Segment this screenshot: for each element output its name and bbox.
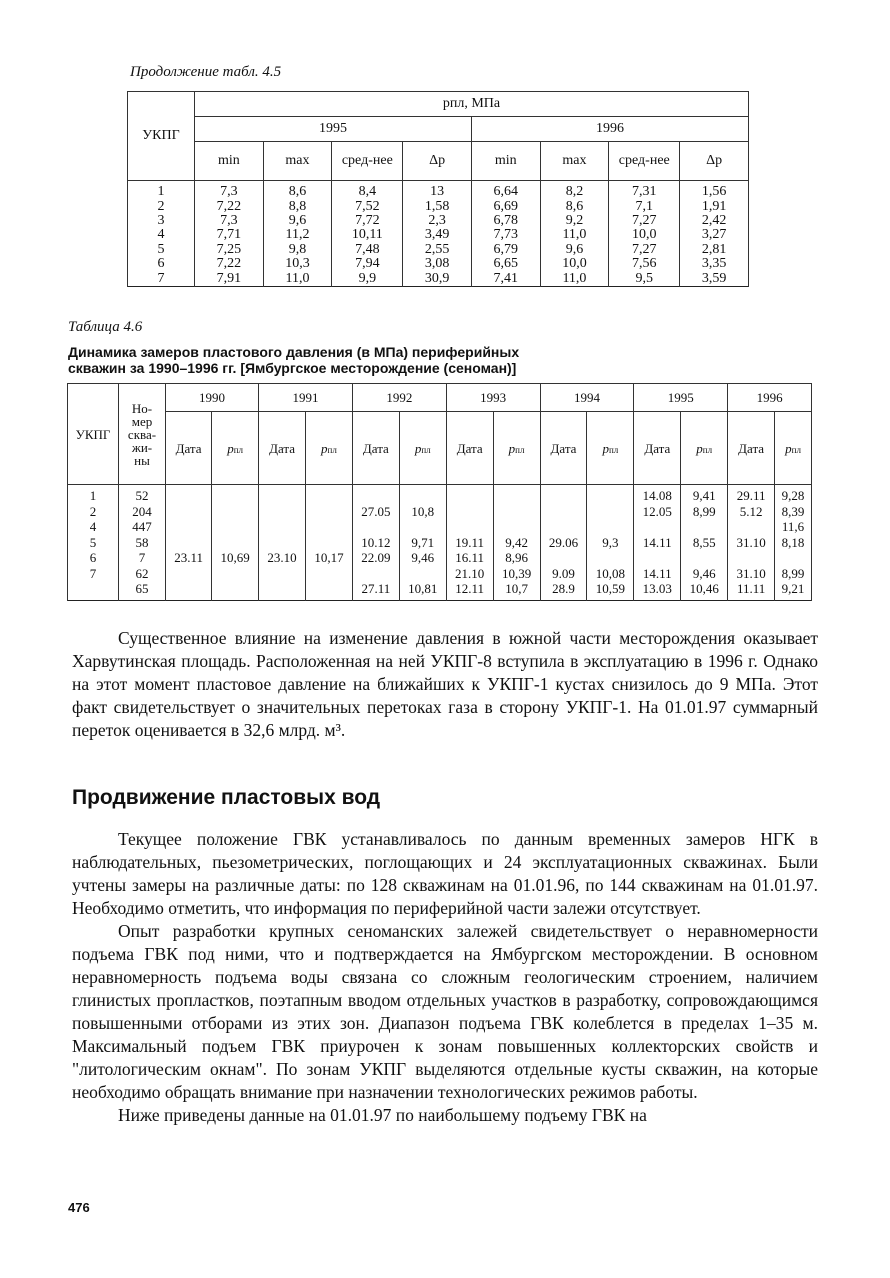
column-header-date: Дата (446, 412, 493, 485)
pressure-symbol: p (414, 440, 422, 456)
table-row (68, 535, 812, 551)
table-cell: 10,8 (399, 504, 446, 520)
table-cell: 7,22 (195, 257, 264, 271)
table-cell: 28.9 (540, 581, 587, 600)
table-cell (166, 535, 212, 551)
paragraph: Существенное влияние на изменение давления в южной части месторождения оказывает Харвутинская площадь. Расположенная на ней УКПГ-8 вступила в эксплуатацию в 1996 г. Однако на этот момент пластовое давление на ближайших к УКПГ-1 кустах снизилось до 9 МПа. Этот факт свидетельствует о значительных перетоках газа в сторону УКПГ-1. На 01.01.97 суммарный переток оценивается в 32,6 млрд. м³. (72, 628, 818, 740)
table-header-ukpg: УКПГ (128, 92, 195, 181)
table-cell: 9,6 (540, 243, 609, 257)
column-header-pressure (681, 412, 728, 485)
table-cell (399, 485, 446, 504)
table-cell (212, 519, 259, 535)
table-cell (259, 485, 306, 504)
column-header-date: Дата (166, 412, 212, 485)
pressure-symbol: p (321, 440, 328, 456)
table-cell: 31.10 (728, 535, 775, 551)
table-cell: 10,17 (306, 550, 353, 566)
table-cell: 2,42 (680, 214, 749, 228)
table-header-year: 1996 (728, 384, 812, 412)
table-cell: 8,99 (681, 504, 728, 520)
table-cell: 3,27 (680, 228, 749, 242)
table-cell: 11,0 (540, 228, 609, 242)
table-cell: 7,52 (332, 199, 403, 213)
table-cell: 23.10 (259, 550, 306, 566)
table-cell (493, 519, 540, 535)
table-cell: 9,42 (493, 535, 540, 551)
column-header-pressure (775, 412, 812, 485)
table-cell: 10,46 (681, 581, 728, 600)
table-cell: 3,49 (403, 228, 472, 242)
table-cell (775, 550, 812, 566)
table-cell: 11,2 (263, 228, 332, 242)
well-number-line: жи- (131, 439, 153, 455)
table-header-ukpg: УКПГ (68, 384, 119, 485)
table-cell: 7,27 (609, 214, 680, 228)
table-cell (634, 550, 681, 566)
table-cell: 10,0 (540, 257, 609, 271)
table-cell: 7,48 (332, 243, 403, 257)
table-cell: 27.11 (352, 581, 399, 600)
table-cell: 7,71 (195, 228, 264, 242)
table-cell: 8,4 (332, 181, 403, 200)
table-cell: 10.12 (352, 535, 399, 551)
table-cell: 11,0 (263, 271, 332, 286)
table-row (68, 566, 812, 582)
table-cell: 9,21 (775, 581, 812, 600)
table-header-well-number (119, 384, 166, 485)
table-cell: 7,27 (609, 243, 680, 257)
table-cell: 6,78 (471, 214, 540, 228)
table-cell: 23.11 (166, 550, 212, 566)
table-cell (446, 519, 493, 535)
table-cell: 10,59 (587, 581, 634, 600)
row-label: 3 (128, 214, 195, 228)
table-row (68, 485, 812, 504)
pressure-subscript: пл (421, 444, 431, 455)
table-row (68, 581, 812, 600)
table-cell (493, 504, 540, 520)
table-cell: 6,79 (471, 243, 540, 257)
column-header-pressure (587, 412, 634, 485)
table-4-6-title (68, 344, 519, 376)
table-header-year: 1994 (540, 384, 634, 412)
pressure-subscript: пл (702, 444, 713, 455)
table-cell (681, 550, 728, 566)
table-cell: 10,11 (332, 228, 403, 242)
table-cell (540, 550, 587, 566)
column-header: min (471, 142, 540, 181)
table-cell: 27.05 (352, 504, 399, 520)
well-number-cell: 447 (119, 519, 166, 535)
table-cell (587, 504, 634, 520)
table-cell (166, 581, 212, 600)
table-cell: 13 (403, 181, 472, 200)
table-cell: 11,6 (775, 519, 812, 535)
table-cell: 8,55 (681, 535, 728, 551)
table-4-5-continuation (127, 91, 749, 287)
table-cell: 8,18 (775, 535, 812, 551)
table-header-pressure: pпл, МПа (195, 92, 749, 117)
well-number-line: ны (134, 452, 150, 468)
table-cell: 5.12 (728, 504, 775, 520)
well-number-cell: 52 (119, 485, 166, 504)
table-cell: 19.11 (446, 535, 493, 551)
table-cell: 6,65 (471, 257, 540, 271)
table-row (128, 243, 749, 257)
table-cell (728, 550, 775, 566)
table-cell (681, 519, 728, 535)
table-header-year: 1996 (471, 117, 748, 142)
table-cell: 7,25 (195, 243, 264, 257)
table-cell: 10,7 (493, 581, 540, 600)
paragraph: Текущее положение ГВК устанавливалось по данным временных замеров НГК в наблюдательных, пьезометрических, поглощающих и 24 эксплуатационных скважинах. Были учтены замеры на различные даты: по 128 скважинам на 01.01.96, по 144 скважинам на 01.01.97. Необходимо отметить, что информация по периферийной части залежи отсутствует. (72, 829, 818, 918)
table-cell (259, 519, 306, 535)
table-cell (306, 485, 353, 504)
table-cell: 9,3 (587, 535, 634, 551)
table-cell (166, 519, 212, 535)
table-cell: 22.09 (352, 550, 399, 566)
well-number-cell: 58 (119, 535, 166, 551)
table-cell (728, 519, 775, 535)
table-cell: 8,8 (263, 199, 332, 213)
table-cell: 29.11 (728, 485, 775, 504)
well-number-line: сква- (127, 426, 157, 442)
column-header: min (195, 142, 264, 181)
row-label: 2 (128, 199, 195, 213)
table-cell: 3,08 (403, 257, 472, 271)
table-cell: 8,99 (775, 566, 812, 582)
table-cell: 9,2 (540, 214, 609, 228)
table-header-year: 1990 (166, 384, 259, 412)
table-cell: 7,41 (471, 271, 540, 286)
table-row (68, 550, 812, 566)
column-header: Δp (680, 142, 749, 181)
table-cell (166, 504, 212, 520)
pressure-subscript: пл (608, 444, 619, 455)
row-label: 1 (68, 485, 119, 504)
table-cell (212, 535, 259, 551)
table-cell: 9,5 (609, 271, 680, 286)
table-header-year: 1991 (259, 384, 353, 412)
table-cell (540, 485, 587, 504)
table-cell: 10,0 (609, 228, 680, 242)
table-cell: 9,71 (399, 535, 446, 551)
table-cell: 8,6 (540, 199, 609, 213)
table-cell: 6,69 (471, 199, 540, 213)
table-cell: 8,96 (493, 550, 540, 566)
table-row (128, 228, 749, 242)
table-title-line: Динамика замеров пластового давления (в МПа) периферийных (68, 344, 520, 360)
column-header: Δp (403, 142, 472, 181)
column-header-pressure (306, 412, 353, 485)
table-cell: 9,41 (681, 485, 728, 504)
table-cell (306, 519, 353, 535)
table-header-year: 1992 (352, 384, 446, 412)
column-header-date: Дата (728, 412, 775, 485)
table-cell (399, 566, 446, 582)
table-cell (587, 550, 634, 566)
row-label: 2 (68, 504, 119, 520)
row-label: 7 (68, 566, 119, 582)
pressure-symbol: p (785, 440, 792, 456)
table-row (68, 504, 812, 520)
table-cell: 11,0 (540, 271, 609, 286)
table-cell: 14.11 (634, 535, 681, 551)
table-cell (259, 566, 306, 582)
table-cell: 11.11 (728, 581, 775, 600)
table-cell (212, 566, 259, 582)
table-cell: 7,3 (195, 181, 264, 200)
row-label: 6 (128, 257, 195, 271)
table-cell: 2,55 (403, 243, 472, 257)
well-number-line: мер (131, 413, 153, 429)
column-header-date: Дата (634, 412, 681, 485)
table-header-year: 1995 (195, 117, 472, 142)
row-label: 5 (68, 535, 119, 551)
table-title-line: скважин за 1990–1996 гг. [Ямбургское месторождение (сеноман)] (68, 360, 517, 376)
well-number-cell: 7 (119, 550, 166, 566)
table-cell: 7,73 (471, 228, 540, 242)
pressure-symbol: p (602, 440, 609, 456)
table-cell: 31.10 (728, 566, 775, 582)
pressure-symbol: p (227, 440, 234, 456)
table-cell: 3,59 (680, 271, 749, 286)
table-cell: 1,58 (403, 199, 472, 213)
table-cell (259, 535, 306, 551)
table-cell: 9,6 (263, 214, 332, 228)
table-cell (166, 485, 212, 504)
table-cell: 10,69 (212, 550, 259, 566)
table-cell (540, 519, 587, 535)
row-label: 5 (128, 243, 195, 257)
table-cell: 8,2 (540, 181, 609, 200)
table-cell (540, 504, 587, 520)
table-cell: 7,56 (609, 257, 680, 271)
well-number-line: Но- (131, 400, 153, 416)
pressure-subscript: пл (327, 444, 337, 455)
table-cell (212, 581, 259, 600)
table-cell: 1,91 (680, 199, 749, 213)
table-cell: 12.11 (446, 581, 493, 600)
row-label: 6 (68, 550, 119, 566)
column-header: max (263, 142, 332, 181)
table-cell: 10,08 (587, 566, 634, 582)
row-label: 7 (128, 271, 195, 286)
table-cell: 2,81 (680, 243, 749, 257)
table-cell (212, 485, 259, 504)
table-cell: 6,64 (471, 181, 540, 200)
page-number: 476 (68, 1200, 90, 1215)
table-cell: 9.09 (540, 566, 587, 582)
table-cell: 12.05 (634, 504, 681, 520)
table-row (128, 271, 749, 286)
table-row (128, 214, 749, 228)
paragraph-block-1 (72, 627, 818, 742)
pressure-subscript: пл (791, 444, 801, 455)
table-header-year: 1995 (634, 384, 728, 412)
table-cell: 9,28 (775, 485, 812, 504)
paragraph: Опыт разработки крупных сеноманских залежей свидетельствует о неравномерности подъема ГВК под ними, что и подтверждается на Ямбургском месторождении. В основном неравномерность подъема воды связана со сложным геологическим строением, наличием глинистых пропластков, поэтапным вводом отдельных участков в разработку, сопровождающимся повышенными отборами из этих зон. Диапазон подъема ГВК колеблется в пределах 1–35 м. Максимальный подъем ГВК приурочен к зонам повышенных коллекторских свойств и "литологическим окнам". По зонам УКПГ выделяются отдельные кусты скважин, на которые необходимо обращать внимание при назначении технологических режимов работы. (72, 921, 818, 1102)
table-cell: 7,1 (609, 199, 680, 213)
column-header-date: Дата (540, 412, 587, 485)
table-cell (399, 519, 446, 535)
table-cell (166, 566, 212, 582)
row-label: 4 (128, 228, 195, 242)
table-cell: 7,91 (195, 271, 264, 286)
table-row (128, 199, 749, 213)
column-header-date: Дата (259, 412, 306, 485)
table-cell (493, 485, 540, 504)
column-header-pressure (212, 412, 259, 485)
table-cell: 9,46 (399, 550, 446, 566)
table-cell: 30,9 (403, 271, 472, 286)
paragraph-block-2 (72, 828, 818, 1127)
row-label: 4 (68, 519, 119, 535)
pressure-subscript: пл (233, 444, 244, 455)
table-cell: 10,81 (399, 581, 446, 600)
table-4-6-label: Таблица 4.6 (68, 319, 143, 335)
table-4-6 (67, 383, 812, 601)
table-cell: 7,72 (332, 214, 403, 228)
table-cell: 8,6 (263, 181, 332, 200)
table-cell: 21.10 (446, 566, 493, 582)
table-cell: 9,46 (681, 566, 728, 582)
table-cell (446, 485, 493, 504)
table-cell: 9,8 (263, 243, 332, 257)
table-cell (634, 519, 681, 535)
column-header: max (540, 142, 609, 181)
table-cell (352, 485, 399, 504)
table-cell: 13.03 (634, 581, 681, 600)
table-row (68, 519, 812, 535)
row-label (68, 581, 119, 600)
table-cell (306, 566, 353, 582)
section-heading: Продвижение пластовых вод (72, 786, 381, 809)
table-cell (446, 504, 493, 520)
table-row (128, 257, 749, 271)
table-cell (352, 519, 399, 535)
table-cell: 8,39 (775, 504, 812, 520)
table-cell: 29.06 (540, 535, 587, 551)
table-cell (306, 504, 353, 520)
table-cell: 14.08 (634, 485, 681, 504)
table-cell: 10,3 (263, 257, 332, 271)
column-header-date: Дата (352, 412, 399, 485)
table-cell: 7,31 (609, 181, 680, 200)
pressure-symbol: p (696, 440, 703, 456)
well-number-cell: 204 (119, 504, 166, 520)
table-cell (306, 581, 353, 600)
table-cell: 7,94 (332, 257, 403, 271)
paragraph: Ниже приведены данные на 01.01.97 по наибольшему подъему ГВК на (118, 1105, 647, 1125)
well-number-cell: 65 (119, 581, 166, 600)
column-header: сред-нее (609, 142, 680, 181)
table-cell: 9,9 (332, 271, 403, 286)
table-cell: 2,3 (403, 214, 472, 228)
table-continuation-caption: Продолжение табл. 4.5 (130, 64, 282, 80)
table-cell: 7,22 (195, 199, 264, 213)
well-number-cell: 62 (119, 566, 166, 582)
table-row (128, 181, 749, 200)
row-label: 1 (128, 181, 195, 200)
column-header: сред-нее (332, 142, 403, 181)
table-cell: 1,56 (680, 181, 749, 200)
table-cell: 16.11 (446, 550, 493, 566)
table-cell (259, 504, 306, 520)
table-cell (587, 519, 634, 535)
table-cell: 3,35 (680, 257, 749, 271)
column-header-pressure (399, 412, 446, 485)
column-header-pressure (493, 412, 540, 485)
table-cell: 10,39 (493, 566, 540, 582)
table-cell (587, 485, 634, 504)
pressure-symbol: p (508, 440, 516, 456)
table-header-year: 1993 (446, 384, 540, 412)
table-cell (306, 535, 353, 551)
table-cell (352, 566, 399, 582)
pressure-subscript: пл (515, 444, 525, 455)
table-cell (212, 504, 259, 520)
table-cell (259, 581, 306, 600)
table-cell: 7,3 (195, 214, 264, 228)
table-cell: 14.11 (634, 566, 681, 582)
